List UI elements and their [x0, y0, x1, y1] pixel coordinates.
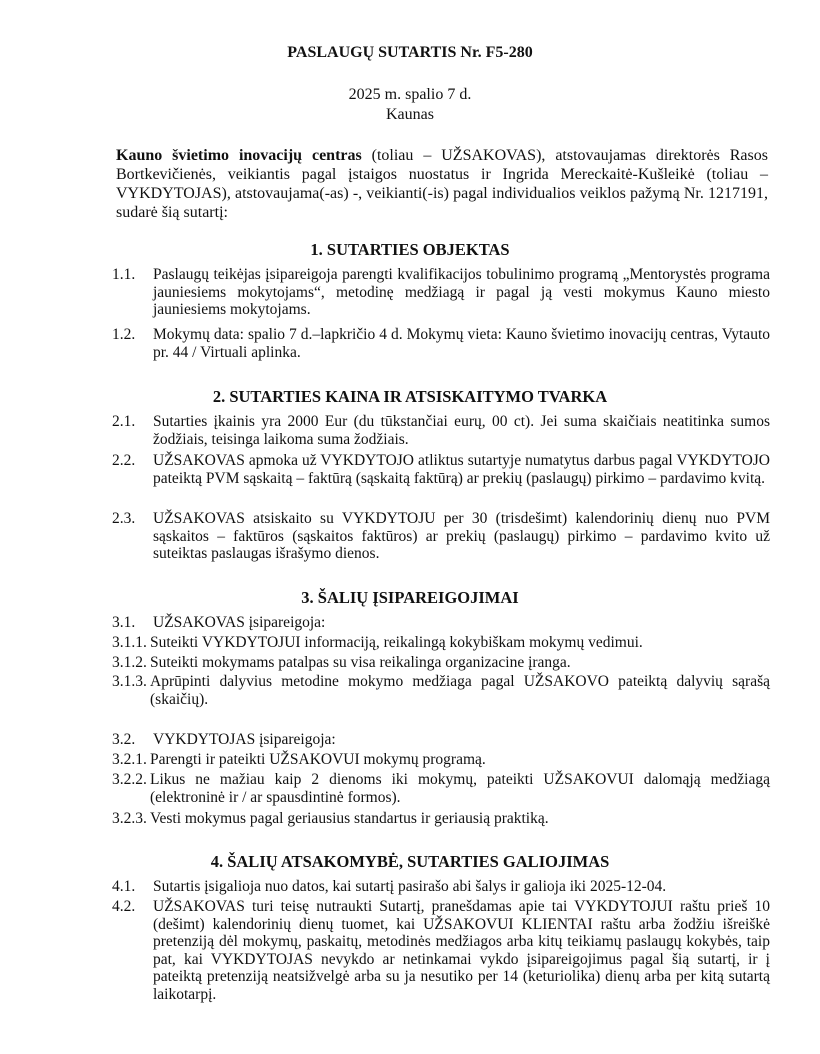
- clause-number: 4.2.: [112, 898, 136, 915]
- clause-text: UŽSAKOVAS įsipareigoja:: [153, 614, 326, 631]
- clause-number: 2.2.: [112, 452, 136, 469]
- clause-number: 2.3.: [112, 510, 136, 527]
- clause-number: 2.1.: [112, 413, 136, 430]
- section-heading-4: 4. ŠALIŲ ATSAKOMYBĖ, SUTARTIES GALIOJIMAS: [210, 852, 610, 871]
- clause-number: 3.2.1.: [112, 751, 147, 768]
- clause-text: Likus ne mažiau kaip 2 dienoms iki mokymų, pateikti UŽSAKOVUI dalomąją medžiagą (elektroninė ir / ar spausdintinė formos).: [150, 771, 770, 806]
- clause-3-1-3: [112, 673, 770, 708]
- clause-2-3: [112, 510, 770, 563]
- clause-number: 4.1.: [112, 878, 136, 895]
- clause-number: 3.1.3.: [112, 673, 147, 690]
- clause-3-2-1: [112, 751, 770, 769]
- document-date: 2025 m. spalio 7 d.: [348, 86, 472, 103]
- clause-number: 1.2.: [112, 326, 136, 343]
- clause-3-2: [112, 731, 770, 749]
- section-heading-1: 1. SUTARTIES OBJEKTAS: [310, 240, 510, 259]
- clause-text: UŽSAKOVAS atsiskaito su VYKDYTOJU per 30 (trisdešimt) kalendorinių dienų nuo PVM sąskaitos – faktūros (sąskaitos faktūros) ar prekių (paslaugų) pirkimo – pardavimo kvito už suteiktas paslaugas išrašymo dienos.: [153, 510, 770, 562]
- clause-4-2: [112, 898, 770, 1003]
- clause-number: 3.2.3.: [112, 810, 147, 827]
- document-title: PASLAUGŲ SUTARTIS Nr. F5-280: [287, 44, 533, 61]
- intro-text: (toliau – UŽSAKOVAS), atstovaujamas direktorės Rasos Bortkevičienės, veikiantis pagal įstaigos nuostatus ir Ingrida Mereckaitė-Kušleikė (toliau – VYKDYTOJAS), atstovaujama(-as) -, veikianti(-is) pagal individualios veiklos pažymą Nr. 1217191, sudarė šią sutartį:: [116, 147, 768, 221]
- clause-number: 3.1.2.: [112, 654, 147, 671]
- clause-text: Aprūpinti dalyvius metodine mokymo medžiaga pagal UŽSAKOVO pateiktą dalyvių sąrašą (skaičių).: [150, 673, 770, 708]
- clause-number: 3.1.1.: [112, 634, 147, 651]
- clause-1-2: [112, 326, 770, 361]
- clause-text: Parengti ir pateikti UŽSAKOVUI mokymų programą.: [150, 751, 486, 768]
- clause-2-2: [112, 452, 770, 487]
- clause-4-1: [112, 878, 770, 896]
- client-organization: Kauno švietimo inovacijų centras: [116, 147, 362, 164]
- clause-text: UŽSAKOVAS apmoka už VYKDYTOJO atliktus sutartyje numatytus darbus pagal VYKDYTOJO pateiktą PVM sąskaitą – faktūrą (sąskaitą faktūrą) ar prekių (paslaugų) pirkimo – pardavimo kvitą.: [153, 452, 770, 487]
- clause-3-2-3: [112, 810, 770, 828]
- clause-text: Mokymų data: spalio 7 d.–lapkričio 4 d. Mokymų vieta: Kauno švietimo inovacijų centras, Vytauto pr. 44 / Virtuali aplinka.: [153, 326, 770, 361]
- clause-text: Suteikti mokymams patalpas su visa reikalinga organizacine įranga.: [150, 654, 571, 671]
- intro-paragraph: [116, 146, 768, 222]
- section-heading-3: 3. ŠALIŲ ĮSIPAREIGOJIMAI: [301, 588, 519, 607]
- clause-text: Vesti mokymus pagal geriausius standartus ir geriausią praktiką.: [150, 810, 549, 827]
- clause-number: 1.1.: [112, 266, 136, 283]
- clause-text: Suteikti VYKDYTOJUI informaciją, reikalingą kokybiškam mokymų vedimui.: [150, 634, 643, 651]
- clause-text: Sutartis įsigalioja nuo datos, kai sutartį pasirašo abi šalys ir galioja iki 2025-12-04.: [153, 878, 667, 895]
- clause-text: Sutarties įkainis yra 2000 Eur (du tūkstančiai eurų, 00 ct). Jei suma skaičiais neatitinka sumos žodžiais, teisinga laikoma suma žodžiais.: [153, 413, 770, 448]
- clause-text: VYKDYTOJAS įsipareigoja:: [153, 731, 336, 748]
- clause-number: 3.2.2.: [112, 771, 147, 788]
- clause-number: 3.1.: [112, 614, 136, 631]
- clause-2-1: [112, 413, 770, 448]
- document-city: Kaunas: [386, 106, 434, 123]
- clause-number: 3.2.: [112, 731, 136, 748]
- clause-3-2-2: [112, 771, 770, 806]
- clause-text: UŽSAKOVAS turi teisę nutraukti Sutartį, pranešdamas apie tai VYKDYTOJUI raštu prieš 10 (dešimt) kalendorinių dienų tuomet, kai UŽSAKOVUI KLIENTAI raštu arba žodžiu išreiškė pretenziją dėl mokymų, paskaitų, metodinės medžiagos arba kitų teikiamų paslaugų kokybės, taip pat, kai VYKDYTOJAS nevykdo ar netinkamai vykdo įsipareigojimus pagal šią sutartį, ir į pateiktą pretenziją neatsižvelgė arba su ja nesutiko per 14 (keturiolika) dienų arba per kitą sutartą laikotarpį.: [153, 898, 770, 1003]
- section-heading-2: 2. SUTARTIES KAINA IR ATSISKAITYMO TVARKA: [212, 387, 608, 406]
- clause-text: Paslaugų teikėjas įsipareigoja parengti kvalifikacijos tobulinimo programą „Mentorystės programa jauniesiems mokytojams“, metodinę medžiagą ir pagal ją vesti mokymus Kauno miesto jauniesiems mokytojams.: [153, 266, 770, 318]
- clause-3-1: [112, 614, 770, 632]
- clause-3-1-2: [112, 654, 770, 672]
- clause-3-1-1: [112, 634, 770, 652]
- clause-1-1: [112, 266, 770, 319]
